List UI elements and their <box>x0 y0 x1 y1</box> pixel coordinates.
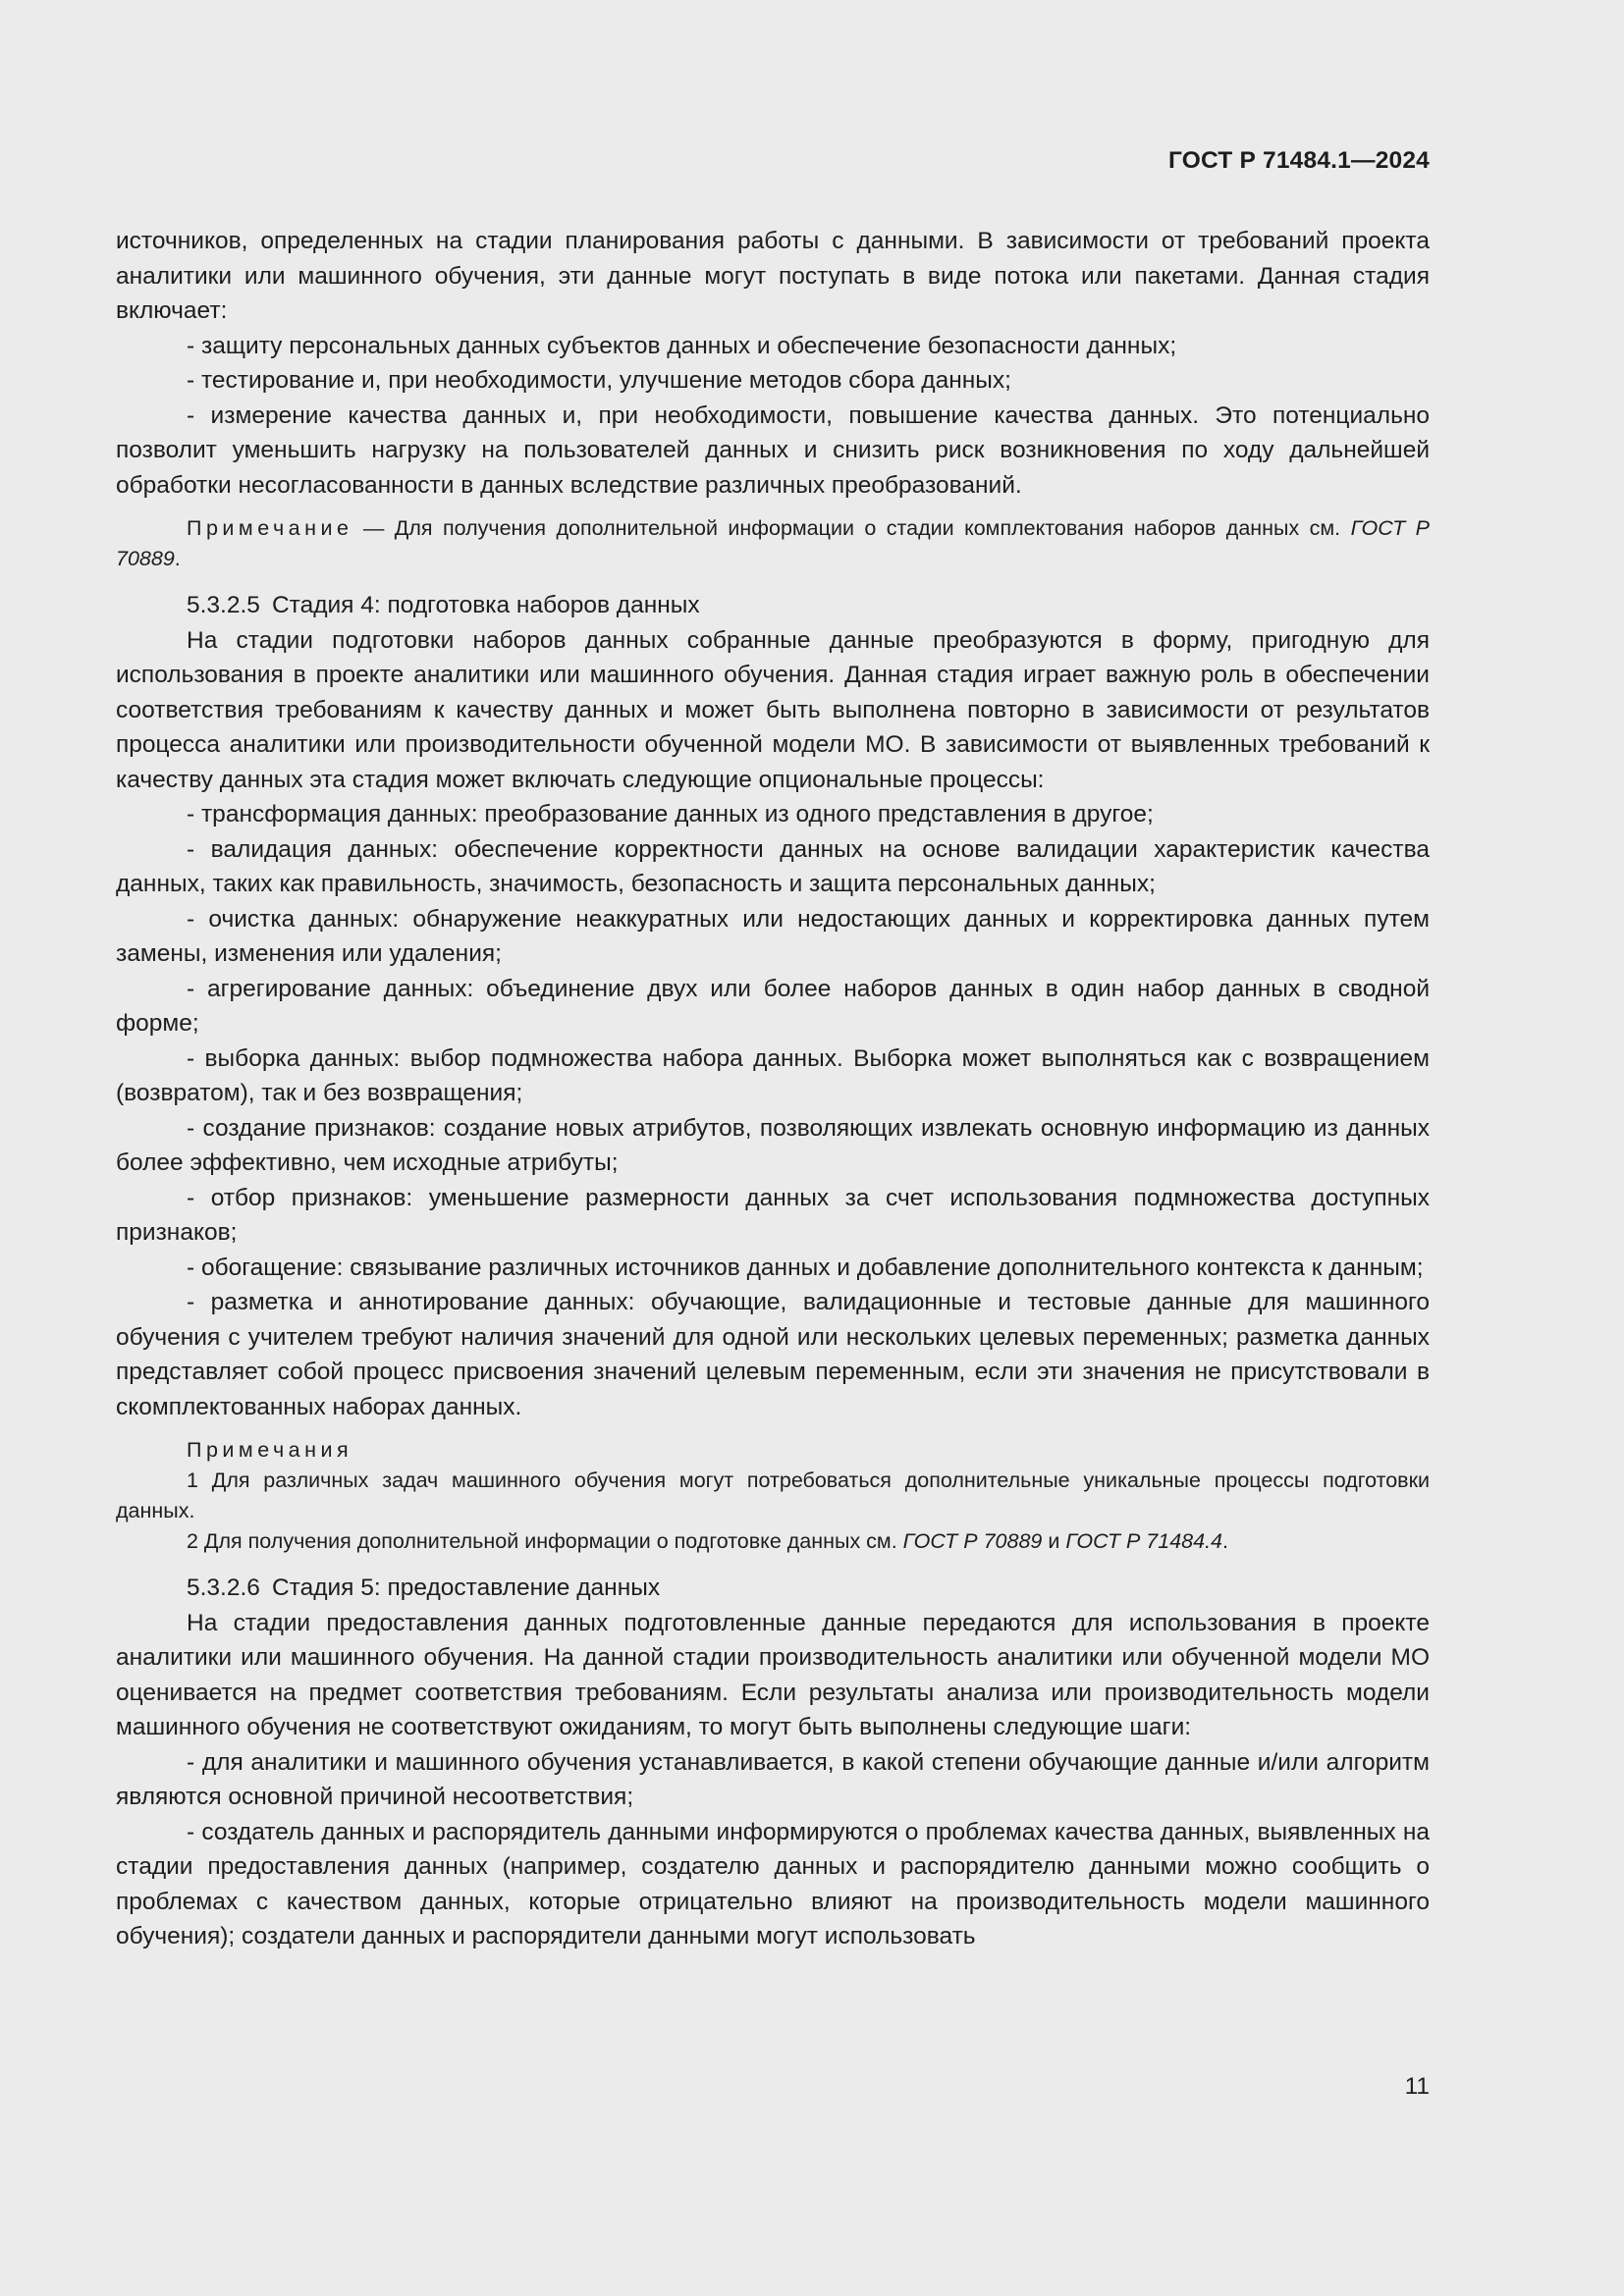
note-end: . <box>174 547 181 570</box>
section-number: 5.3.2.6 <box>187 1575 260 1601</box>
note-reference: ГОСТ Р 70889 <box>116 516 1430 570</box>
note <box>116 1526 1430 1557</box>
paragraph: источников, определенных на стадии планирования работы с данными. В зависимости от требований проекта аналитики или машинного обучения, эти данные могут поступать в виде потока или пакетами. Данная стадия включает: <box>116 228 1430 324</box>
list-item: - создатель данных и распорядитель данными информируются о проблемах качества данных, выявленных на стадии предоставления данных (например, создателю данных и распорядителю данными можно сообщить о проблемах с качеством данных, которые отрицательно влияют на производительность модели машинного обучения); создатели данных и распорядители данными могут использовать <box>116 1818 1430 1949</box>
list-item: - создание признаков: создание новых атрибутов, позволяющих извлекать основную информацию из данных более эффективно, чем исходные атрибуты; <box>116 1114 1430 1176</box>
note-label: Примечание <box>187 516 353 540</box>
section-title: Стадия 5: предоставление данных <box>271 1575 661 1601</box>
list-item: - выборка данных: выбор подмножества набора данных. Выборка может выполняться как с возвращением (возвратом), так и без возвращения; <box>116 1044 1430 1106</box>
list-item: - трансформация данных: преобразование данных из одного представления в другое; <box>187 801 1154 828</box>
page-number: 11 <box>1404 2073 1430 2100</box>
document-body <box>116 224 1430 1954</box>
note: 1 Для различных задач машинного обучения могут потребоваться дополнительные уникальные процессы подготовки данных. <box>116 1468 1430 1522</box>
note <box>116 513 1430 574</box>
list-item: - отбор признаков: уменьшение размерности данных за счет использования подмножества доступных признаков; <box>116 1184 1430 1246</box>
note-end: . <box>1222 1529 1228 1553</box>
list-item: - для аналитики и машинного обучения устанавливается, в какой степени обучающие данные и/или алгоритм являются основной причиной несоответствия; <box>116 1748 1430 1810</box>
list-item: - защиту персональных данных субъектов данных и обеспечение безопасности данных; <box>187 332 1177 359</box>
note-text: 2 Для получения дополнительной информации о подготовке данных см. <box>187 1529 903 1553</box>
section-title: Стадия 4: подготовка наборов данных <box>271 592 700 618</box>
note-reference: ГОСТ Р 70889 <box>902 1529 1043 1553</box>
notes-heading <box>116 1435 1430 1466</box>
section-heading <box>116 588 1430 623</box>
list-item: - обогащение: связывание различных источников данных и добавление дополнительного контекста к данным; <box>187 1254 1424 1281</box>
list-item: - тестирование и, при необходимости, улучшение методов сбора данных; <box>187 367 1011 394</box>
list-item: - разметка и аннотирование данных: обучающие, валидационные и тестовые данные для машинного обучения с учителем требуют наличия значений для одной или нескольких целевых переменных; разметка данных представляет собой процесс присвоения значений целевым переменным, если эти значения не присутствовали в скомплектованных наборах данных. <box>116 1289 1430 1420</box>
list-item: - измерение качества данных и, при необходимости, повышение качества данных. Это потенциально позволит уменьшить нагрузку на пользователей данных и снизить риск возникновения по ходу дальнейшей обработки несогласованности в данных вследствие различных преобразований. <box>116 401 1430 499</box>
note-reference: ГОСТ Р 71484.4 <box>1065 1529 1223 1553</box>
document-header: ГОСТ Р 71484.1—2024 <box>1168 147 1430 174</box>
paragraph: На стадии предоставления данных подготовленные данные передаются для использования в проекте аналитики или машинного обучения. На данной стадии производительность аналитики или обученной модели МО оценивается на предмет соответствия требованиям. Если результаты анализа или производительность модели машинного обучения не соответствуют ожиданиям, то могут быть выполнены следующие шаги: <box>116 1609 1430 1740</box>
paragraph: На стадии подготовки наборов данных собранные данные преобразуются в форму, пригодную для использования в проекте аналитики или машинного обучения. Данная стадия играет важную роль в обеспечении соответствия требованиям к качеству данных и может быть выполнена повторно в зависимости от результатов процесса аналитики или производительности обученной модели МО. В зависимости от выявленных требований к качеству данных эта стадия может включать следующие опциональные процессы: <box>116 626 1430 793</box>
section-number: 5.3.2.5 <box>187 592 260 618</box>
list-item: - валидация данных: обеспечение корректности данных на основе валидации характеристик качества данных, таких как правильность, значимость, безопасность и защита персональных данных; <box>116 835 1430 897</box>
list-item: - очистка данных: обнаружение неаккуратных или недостающих данных и корректировка данных путем замены, изменения или удаления; <box>116 905 1430 967</box>
note-text: и <box>1042 1529 1066 1553</box>
notes-label: Примечания <box>187 1438 353 1462</box>
section-heading <box>116 1571 1430 1606</box>
note-text: — Для получения дополнительной информации о стадии комплектования наборов данных см. <box>352 516 1351 540</box>
list-item: - агрегирование данных: объединение двух или более наборов данных в один набор данных в сводной форме; <box>116 975 1430 1037</box>
